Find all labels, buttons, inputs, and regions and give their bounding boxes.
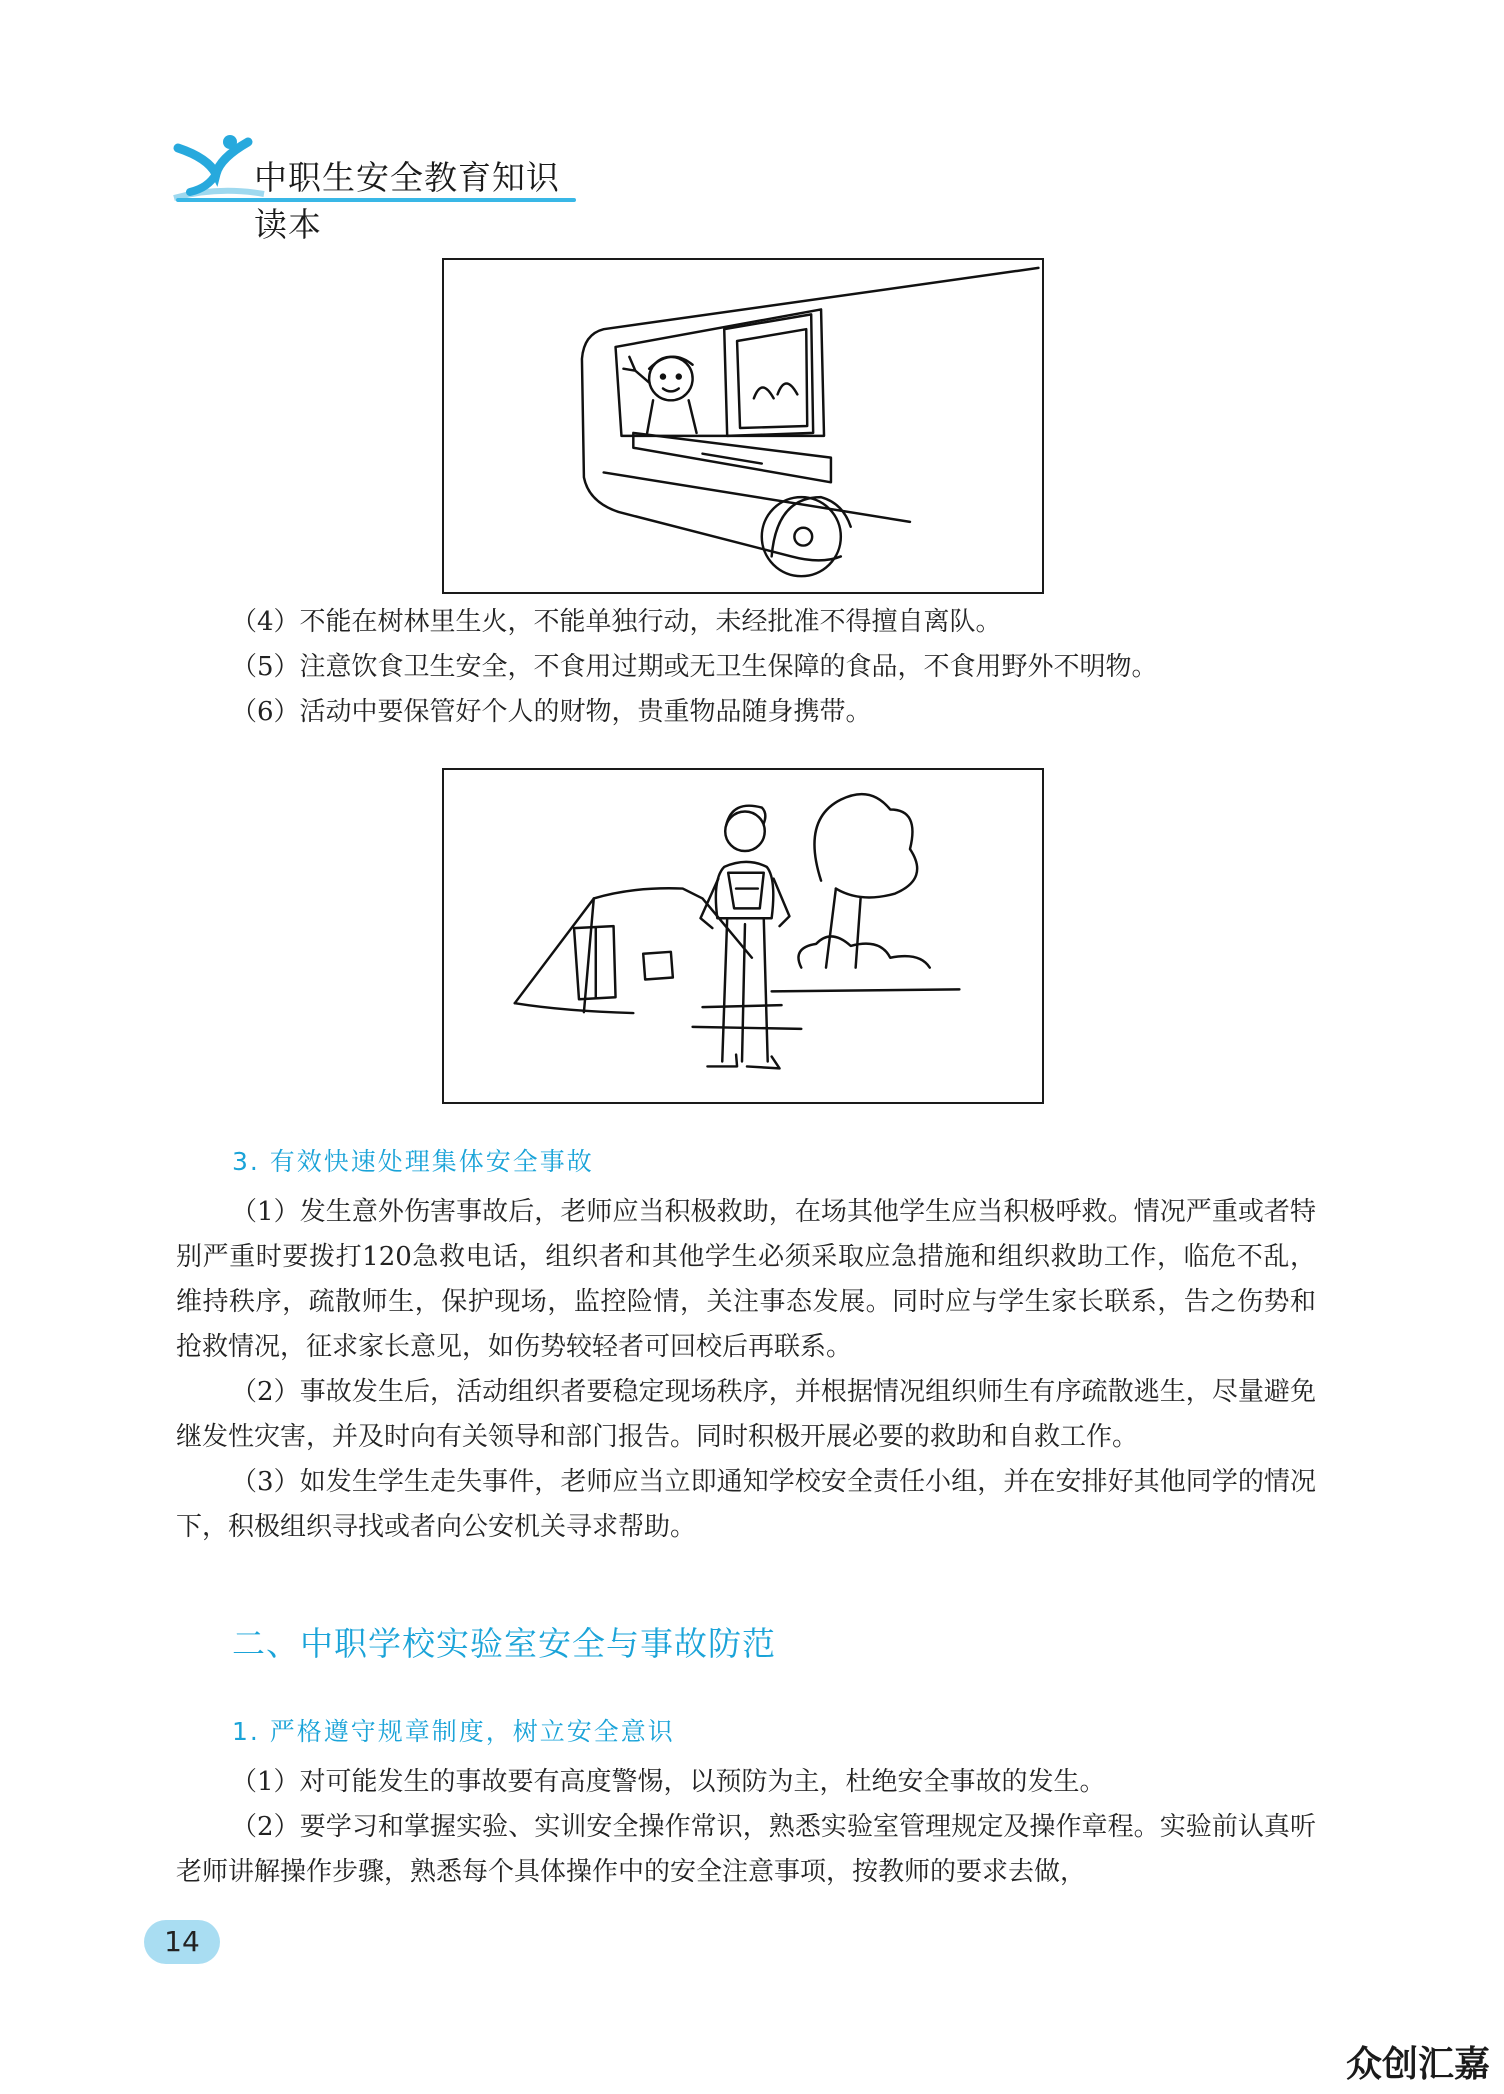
subheading-1: 1. 严格遵守规章制度，树立安全意识 — [232, 1717, 675, 1746]
list-item-5: （5）注意饮食卫生安全，不食用过期或无卫生保障的食品，不食用野外不明物。 — [231, 652, 1158, 682]
list-item-4: （4）不能在树林里生火，不能单独行动，未经批准不得擅自离队。 — [231, 607, 1002, 637]
section3-body — [176, 1190, 1316, 1550]
boy-with-backpack-near-tent-icon — [444, 770, 1042, 1102]
subheading-3: 3. 有效快速处理集体安全事故 — [232, 1147, 594, 1176]
subsection1-body — [176, 1760, 1316, 1895]
page-number: 14 — [144, 1920, 220, 1964]
paragraph-1: （1）对可能发生的事故要有高度警惕，以预防为主，杜绝安全事故的发生。 — [231, 1767, 1106, 1797]
list-item — [176, 600, 1316, 735]
header-rule — [176, 198, 576, 202]
section-heading: 二、中职学校实验室安全与事故防范 — [232, 1624, 776, 1663]
paragraph-2: （2）要学习和掌握实验、实训安全操作常识，熟悉实验室管理规定及操作章程。实验前认真听老师讲解操作步骤，熟悉每个具体操作中的安全注意事项，按教师的要求去做， — [176, 1812, 1316, 1887]
paragraph-3: （3）如发生学生走失事件，老师应当立即通知学校安全责任小组，并在安排好其他同学的情况下，积极组织寻找或者向公安机关寻求帮助。 — [176, 1467, 1316, 1542]
book-title: 中职生安全教育知识读本 — [254, 158, 560, 244]
page-header — [168, 128, 588, 244]
list-item-6: （6）活动中要保管好个人的财物，贵重物品随身携带。 — [231, 697, 872, 727]
camping-illustration — [442, 768, 1044, 1104]
child-waving-from-bus-icon — [444, 260, 1042, 592]
paragraph-2: （2）事故发生后，活动组织者要稳定现场秩序，并根据情况组织师生有序疏散逃生，尽量避免继发性灾害，并及时向有关领导和部门报告。同时积极开展必要的救助和自救工作。 — [176, 1377, 1316, 1452]
paragraph-1: （1）发生意外伤害事故后，老师应当积极救助，在场其他学生应当积极呼救。情况严重或者特别严重时要拨打120急救电话，组织者和其他学生必须采取应急措施和组织救助工作，临危不乱，维持秩序，疏散师生，保护现场，监控险情，关注事态发展。同时应与学生家长联系，告之伤势和抢救情况，征求家长意见，如伤势较轻者可回校后再联系。 — [176, 1197, 1316, 1362]
watermark-text: 众创汇嘉 — [1345, 2044, 1490, 2085]
bus-illustration — [442, 258, 1044, 594]
